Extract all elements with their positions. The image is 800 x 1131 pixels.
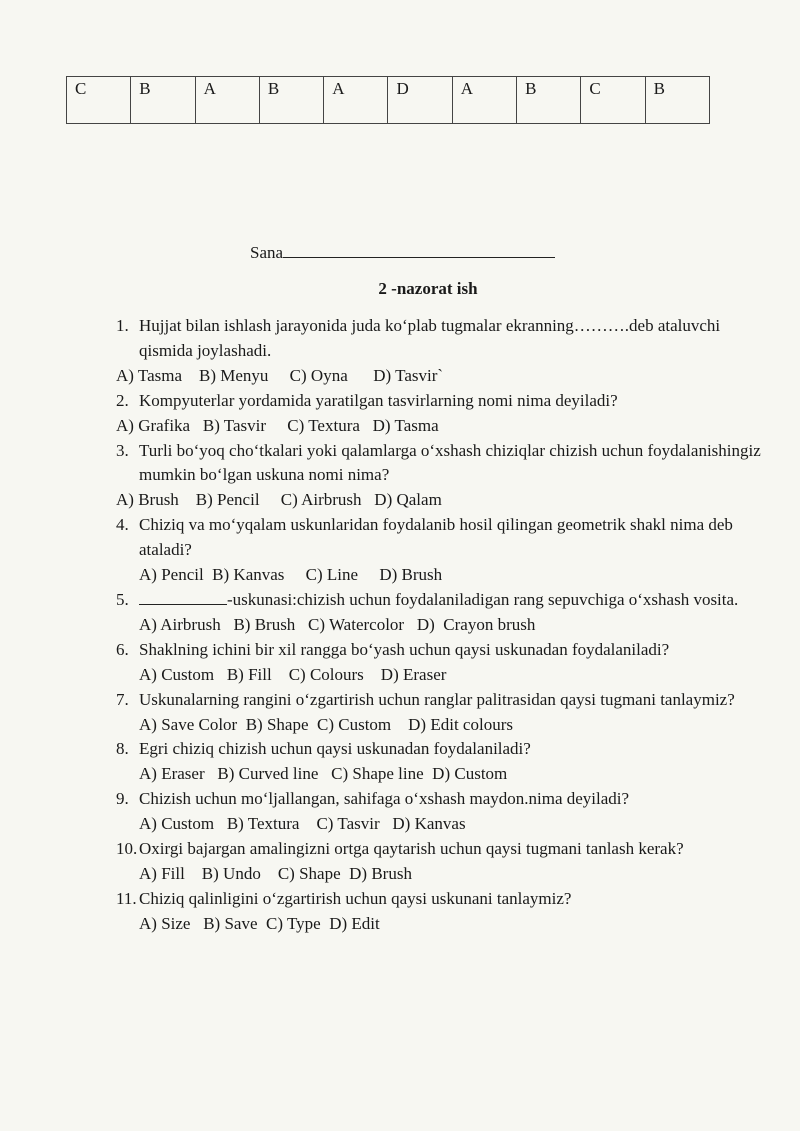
question-list bbox=[116, 314, 766, 937]
question-options: A) Custom B) Textura C) Tasvir D) Kanvas bbox=[139, 814, 466, 834]
question-number: 2. bbox=[116, 390, 129, 410]
question-10 bbox=[116, 837, 766, 862]
question-number: 3. bbox=[116, 440, 129, 460]
answer-cell: A bbox=[452, 77, 516, 124]
answer-cell: B bbox=[645, 77, 709, 124]
question-text: Uskunalarning rangini o‘zgartirish uchun ranglar palitrasidan qaysi tugmani tanlaymiz? bbox=[139, 689, 735, 709]
question-number: 6. bbox=[116, 639, 129, 659]
answer-table bbox=[66, 76, 710, 124]
question-8 bbox=[116, 737, 766, 762]
answer-cell: A bbox=[324, 77, 388, 124]
question-text: Chizish uchun mo‘ljallangan, sahifaga o‘xshash maydon.nima deyiladi? bbox=[139, 789, 630, 809]
answer-cell: B bbox=[259, 77, 323, 124]
question-options: A) Eraser B) Curved line C) Shape line D) Custom bbox=[139, 764, 508, 784]
question-options: A) Pencil B) Kanvas C) Line D) Brush bbox=[139, 565, 443, 585]
question-options: A) Fill B) Undo C) Shape D) Brush bbox=[139, 863, 412, 883]
answer-row bbox=[67, 77, 710, 124]
question-options: A) Size B) Save C) Type D) Edit bbox=[139, 913, 380, 933]
question-text: Oxirgi bajargan amalingizni ortga qaytarish uchun qaysi tugmani tanlash kerak? bbox=[139, 839, 684, 859]
page-title: 2 -nazorat ish bbox=[378, 279, 478, 298]
question-text: Kompyuterlar yordamida yaratilgan tasvirlarning nomi nima deyiladi? bbox=[139, 390, 618, 410]
question-4 bbox=[116, 513, 766, 563]
question-text: Egri chiziq chizish uchun qaysi uskunadan foydalaniladi? bbox=[139, 739, 531, 759]
question-number: 8. bbox=[116, 739, 129, 759]
question-6 bbox=[116, 638, 766, 663]
question-text: Chiziq va mo‘yqalam uskunlaridan foydalanib hosil qilingan geometrik shakl nima deb ataladi? bbox=[139, 515, 733, 560]
question-options: A) Grafika B) Tasvir C) Textura D) Tasma bbox=[116, 415, 439, 435]
question-text-wrapper bbox=[139, 588, 766, 613]
date-line bbox=[250, 240, 555, 264]
question-1 bbox=[116, 314, 766, 364]
answer-cell: C bbox=[67, 77, 131, 124]
question-number: 5. bbox=[116, 589, 129, 609]
answer-blank bbox=[139, 588, 227, 605]
answer-cell: B bbox=[131, 77, 195, 124]
question-options: A) Airbrush B) Brush C) Watercolor D) Crayon brush bbox=[139, 614, 536, 634]
question-text: Shaklning ichini bir xil rangga bo‘yash uchun qaysi uskunadan foydalaniladi? bbox=[139, 639, 670, 659]
question-number: 11. bbox=[116, 888, 137, 908]
answer-cell: B bbox=[517, 77, 581, 124]
answer-cell: C bbox=[581, 77, 645, 124]
date-label: Sana bbox=[250, 243, 284, 262]
question-number: 10. bbox=[116, 839, 138, 859]
question-text: Turli bo‘yoq cho‘tkalari yoki qalamlarga o‘xshash chiziqlar chizish uchun foydalanishingiz mumkin bo‘lgan uskuna nomi nima? bbox=[139, 440, 761, 485]
question-text: Chiziq qalinligini o‘zgartirish uchun qaysi uskunani tanlaymiz? bbox=[139, 888, 572, 908]
question-text: Hujjat bilan ishlash jarayonida juda ko‘plab tugmalar ekranning……….deb ataluvchi qismida joylashadi. bbox=[139, 316, 721, 360]
question-options: A) Brush B) Pencil C) Airbrush D) Qalam bbox=[116, 490, 442, 510]
question-number: 7. bbox=[116, 689, 129, 709]
question-number: 1. bbox=[116, 316, 129, 335]
question-options: A) Tasma B) Menyu C) Oyna D) Tasvir` bbox=[116, 365, 444, 385]
answer-cell: D bbox=[388, 77, 452, 124]
question-number: 4. bbox=[116, 515, 129, 535]
question-11 bbox=[116, 887, 766, 912]
question-3 bbox=[116, 439, 766, 489]
date-blank bbox=[283, 240, 555, 258]
question-text: -uskunasi:chizish uchun foydalaniladigan rang sepuvchiga o‘xshash vosita. bbox=[227, 589, 739, 609]
question-9 bbox=[116, 787, 766, 812]
question-number: 9. bbox=[116, 789, 129, 809]
question-7 bbox=[116, 688, 766, 713]
question-options: A) Save Color B) Shape C) Custom D) Edit colours bbox=[139, 714, 513, 734]
question-5 bbox=[116, 588, 766, 613]
question-2 bbox=[116, 389, 766, 414]
question-options: A) Custom B) Fill C) Colours D) Eraser bbox=[139, 664, 447, 684]
answer-cell: A bbox=[195, 77, 259, 124]
